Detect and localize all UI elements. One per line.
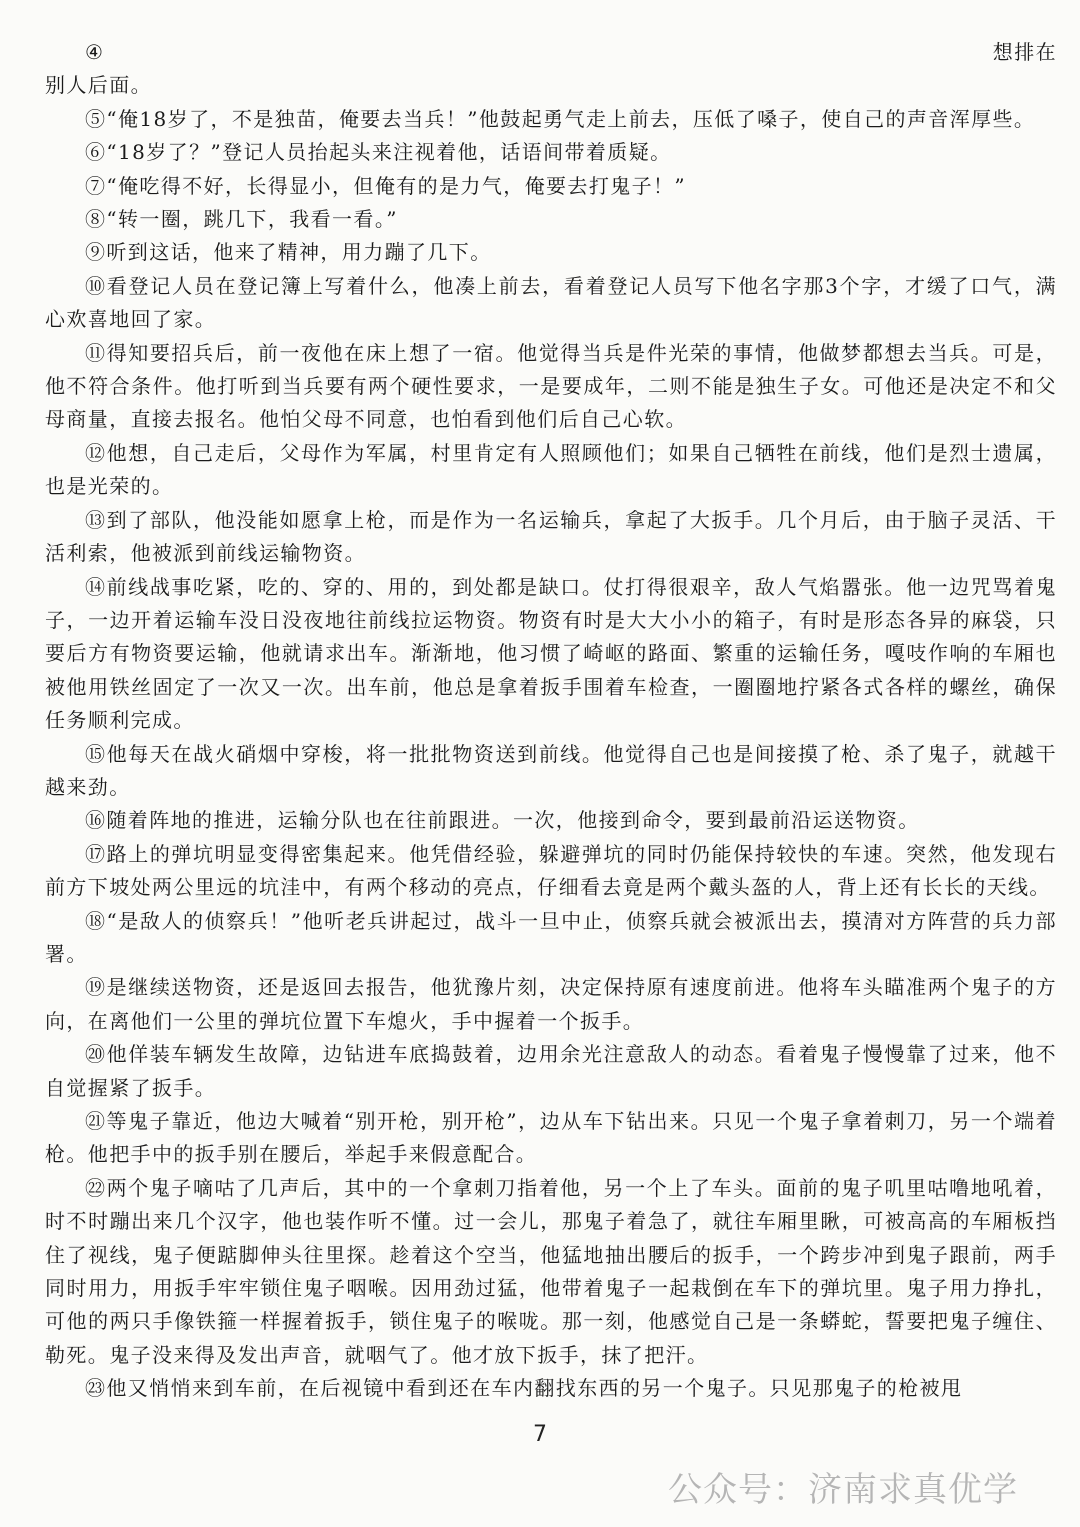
paragraph-5: ⑤“俺18岁了，不是独苗，俺要去当兵！”他鼓起勇气走上前去，压低了嗓子，使自己的声音浑厚些。	[85, 106, 1036, 131]
page-number: 7	[533, 1422, 547, 1447]
paragraph-8: ⑧“转一圈，跳几下，我看一看。”	[85, 207, 398, 232]
paragraph-4-number: ④	[85, 40, 105, 64]
paragraph-13: ⑬到了部队，他没能如愿拿上枪，而是作为一名运输兵，拿起了大扳手。几个月后，由于脑子灵活、干活利索，他被派到前线运输物资。	[45, 507, 1057, 566]
document-body	[45, 36, 1057, 1406]
watermark: 公众号：济南求真优学	[668, 1470, 1018, 1510]
paragraph-4-first-line	[45, 36, 1057, 69]
paragraph-19: ⑲是继续送物资，还是返回去报告，他犹豫片刻，决定保持原有速度前进。他将车头瞄准两个鬼子的方向，在离他们一公里的弹坑位置下车熄火，手中握着一个扳手。	[45, 975, 1057, 1033]
paragraph-4-continuation: 别人后面。	[45, 73, 152, 98]
paragraph-16: ⑯随着阵地的推进，运输分队也在往前跟进。一次，他接到命令，要到最前沿运送物资。	[85, 808, 920, 833]
paragraph-21: ㉑等鬼子靠近，他边大喊着“别开枪，别开枪”，边从车下钻出来。只见一个鬼子拿着刺刀，另一个端着枪。他把手中的扳手别在腰后，举起手来假意配合。	[45, 1109, 1057, 1167]
paragraph-15: ⑮他每天在战火硝烟中穿梭，将一批批物资送到前线。他觉得自己也是间接摸了枪、杀了鬼子，就越干越来劲。	[45, 741, 1057, 799]
paragraph-22: ㉒两个鬼子嘀咕了几声后，其中的一个拿刺刀指着他，另一个上了车头。面前的鬼子叽里咕噜地吼着，时不时蹦出来几个汉字，他也装作听不懂。过一会儿，那鬼子着急了，就往车厢里瞅，可被高高的车厢板挡住了视线，鬼子便踮脚伸头往里探。趁着这个空当，他猛地抽出腰后的扳手，一个跨步冲到鬼子跟前，两手同时用力，用扳手牢牢锁住鬼子咽喉。因用劲过猛，他带着鬼子一起栽倒在车下的弹坑里。鬼子用力挣扎，可他的两只手像铁箍一样握着扳手，锁住鬼子的喉咙。那一刻，他感觉自己是一条蟒蛇，誓要把鬼子缠住、勒死。鬼子没来得及发出声音，就咽气了。他才放下扳手，抹了把汗。	[45, 1175, 1057, 1367]
paragraph-10: ⑩看登记人员在登记簿上写着什么，他凑上前去，看着登记人员写下他名字那3个字，才缓了口气，满心欢喜地回了家。	[45, 273, 1057, 332]
paragraph-7: ⑦“俺吃得不好，长得显小，但俺有的是力气，俺要去打鬼子！”	[85, 173, 687, 198]
paragraph-6: ⑥“18岁了？”登记人员抬起头来注视着他，话语间带着质疑。	[85, 140, 672, 165]
paragraph-23: ㉓他又悄悄来到车前，在后视镜中看到还在车内翻找东西的另一个鬼子。只见那鬼子的枪被甩	[85, 1376, 963, 1401]
paragraph-9: ⑨听到这话，他来了精神，用力蹦了几下。	[85, 240, 492, 265]
paragraph-14: ⑭前线战事吃紧，吃的、穿的、用的，到处都是缺口。仗打得很艰辛，敌人气焰嚣张。他一边咒骂着鬼子，一边开着运输车没日没夜地往前线拉运物资。物资有时是大大小小的箱子，有时是形态各异的麻袋，只要后方有物资要运输，他就请求出车。渐渐地，他习惯了崎岖的路面、繁重的运输任务，嘎吱作响的车厢也被他用铁丝固定了一次又一次。出车前，他总是拿着扳手围着车检查，一圈圈地拧紧各式各样的螺丝，确保任务顺利完成。	[45, 574, 1057, 733]
paragraph-17: ⑰路上的弹坑明显变得密集起来。他凭借经验，躲避弹坑的同时仍能保持较快的车速。突然，他发现右前方下坡处两公里远的坑洼中，有两个移动的亮点，仔细看去竟是两个戴头盔的人，背上还有长长的天线。	[45, 841, 1057, 900]
paragraph-12: ⑫他想，自己走后，父母作为军属，村里肯定有人照顾他们；如果自己牺牲在前线，他们是烈士遗属，也是光荣的。	[45, 440, 1057, 499]
paragraph-20: ⑳他佯装车辆发生故障，边钻进车底捣鼓着，边用余光注意敌人的动态。看着鬼子慢慢靠了过来，他不自觉握紧了扳手。	[45, 1042, 1057, 1100]
paragraph-18: ⑱“是敌人的侦察兵！”他听老兵讲起过，战斗一旦中止，侦察兵就会被派出去，摸清对方阵营的兵力部署。	[45, 908, 1057, 966]
paragraph-4-tail: 想排在	[992, 40, 1057, 64]
paragraph-11: ⑪得知要招兵后，前一夜他在床上想了一宿。他觉得当兵是件光荣的事情，他做梦都想去当兵。可是，他不符合条件。他打听到当兵要有两个硬性要求，一是要成年，二则不能是独生子女。可他还是决定不和父母商量，直接去报名。他怕父母不同意，也怕看到他们后自己心软。	[45, 340, 1057, 432]
